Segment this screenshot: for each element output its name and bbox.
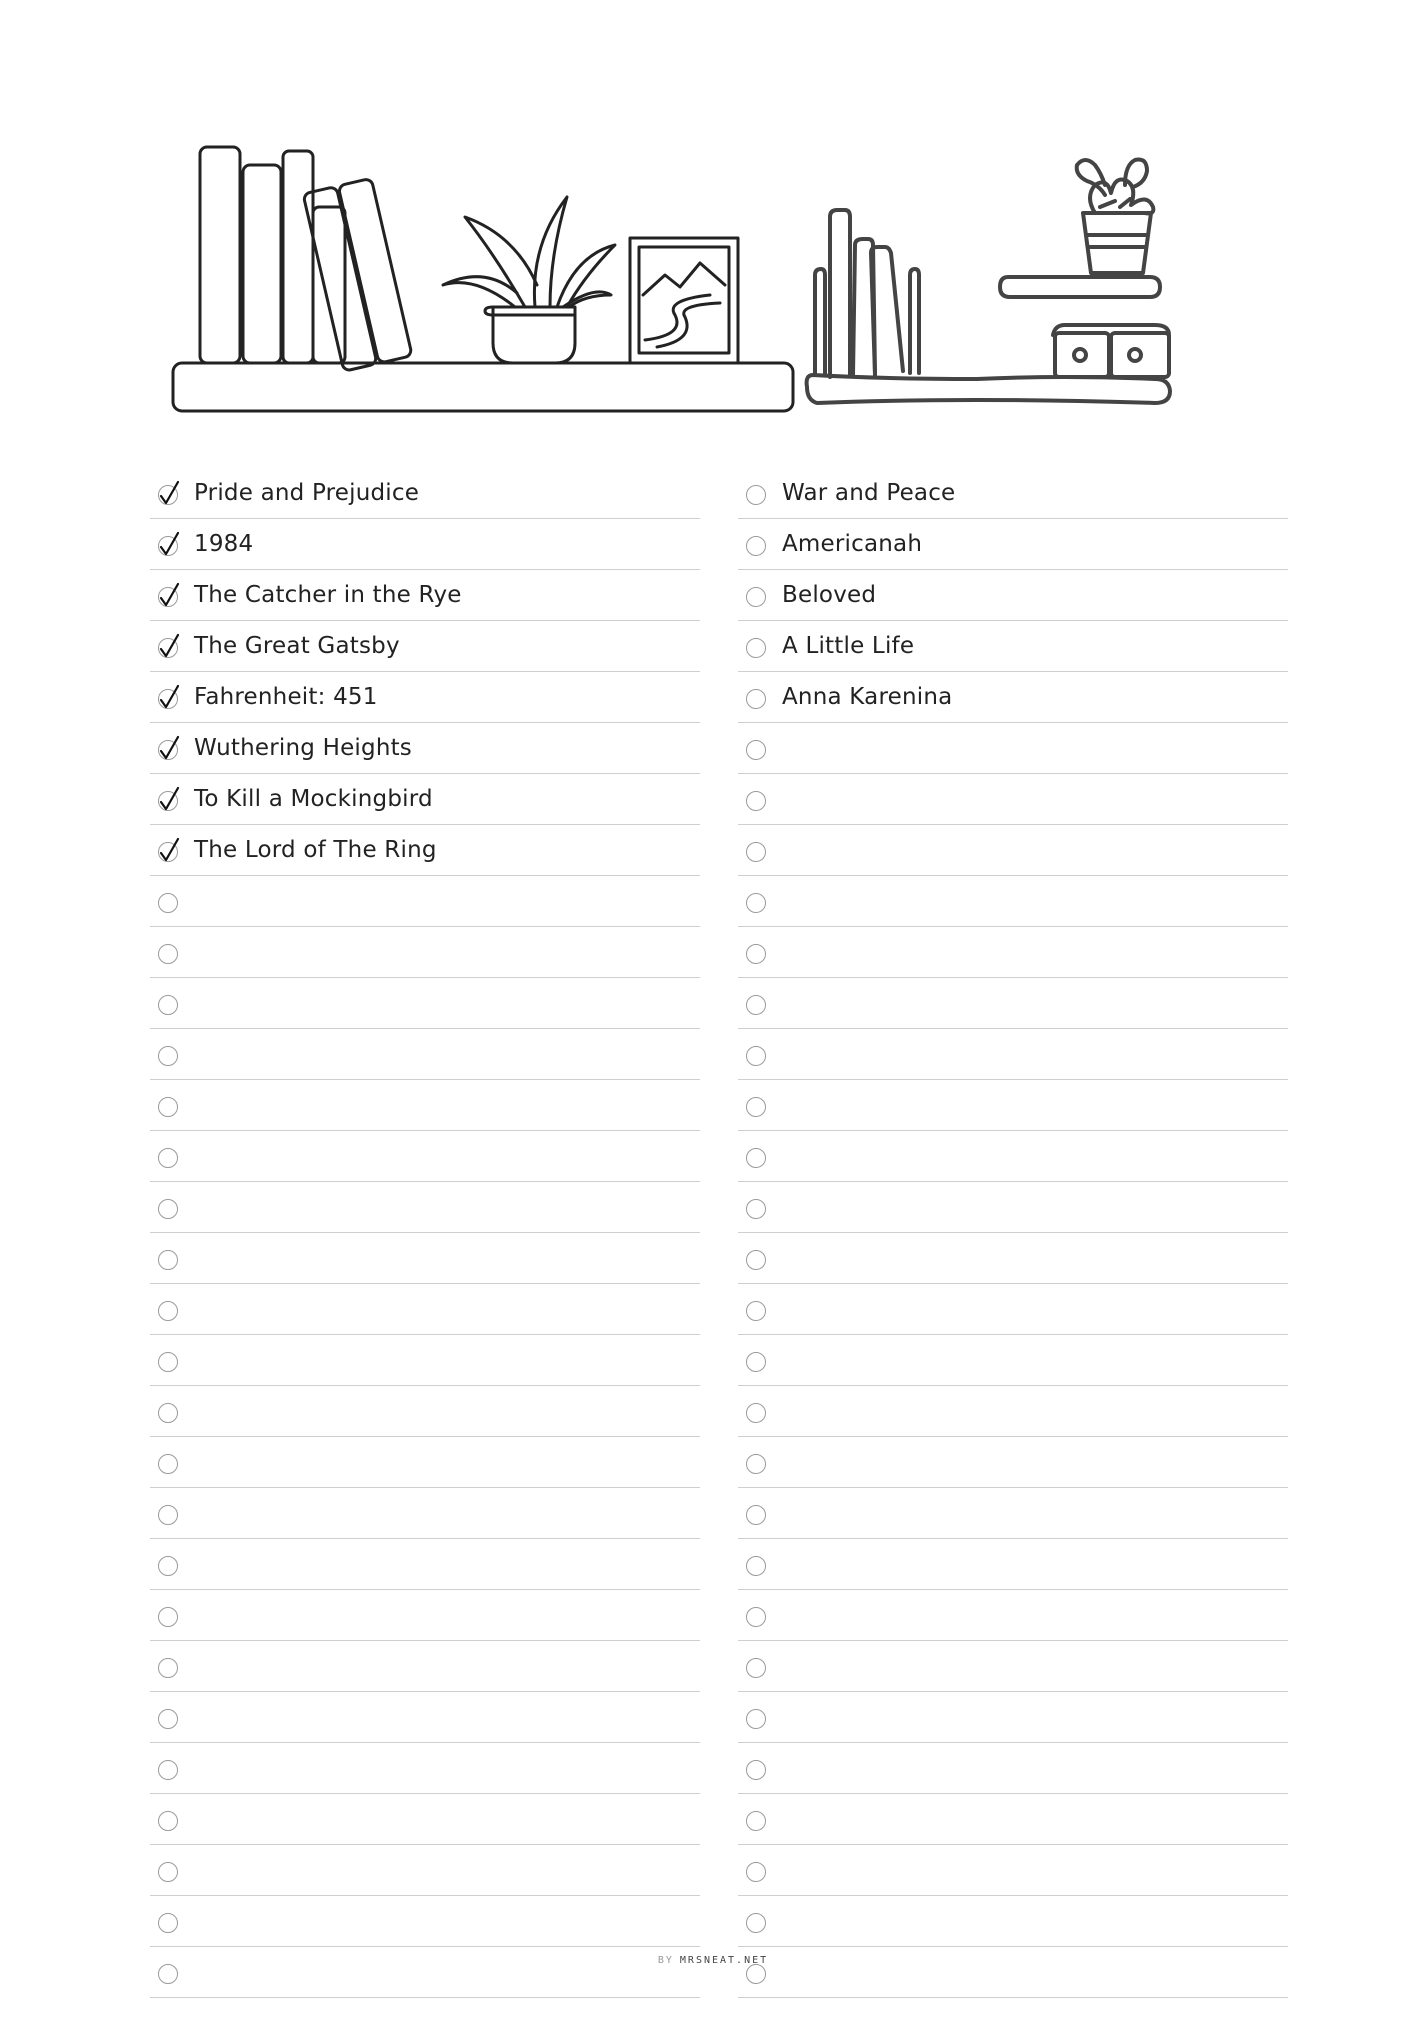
list-item[interactable] <box>738 1743 1288 1794</box>
list-item[interactable] <box>150 1131 700 1182</box>
list-item[interactable] <box>738 1794 1288 1845</box>
book <box>830 210 850 377</box>
list-item[interactable] <box>738 1131 1288 1182</box>
empty-circle-icon[interactable] <box>746 1505 766 1525</box>
empty-circle-icon[interactable] <box>158 1913 178 1933</box>
list-item[interactable] <box>738 672 1288 723</box>
list-item[interactable] <box>738 1284 1288 1335</box>
book-title[interactable]: To Kill a Mockingbird <box>194 786 433 812</box>
list-item[interactable] <box>150 1437 700 1488</box>
list-item[interactable] <box>150 1794 700 1845</box>
empty-circle-icon[interactable] <box>158 1148 178 1168</box>
list-item[interactable] <box>150 876 700 927</box>
empty-circle-icon[interactable] <box>158 1709 178 1729</box>
list-item[interactable] <box>150 1386 700 1437</box>
book-title[interactable]: The Catcher in the Rye <box>194 582 462 608</box>
list-item[interactable] <box>150 1845 700 1896</box>
empty-circle-icon[interactable] <box>746 1046 766 1066</box>
book-title[interactable]: War and Peace <box>782 480 956 506</box>
empty-circle-icon[interactable] <box>746 536 766 556</box>
checked-circle-icon[interactable] <box>158 842 178 862</box>
list-item[interactable] <box>150 1233 700 1284</box>
empty-circle-icon[interactable] <box>746 1964 766 1984</box>
list-item[interactable] <box>738 1692 1288 1743</box>
list-item[interactable] <box>150 1488 700 1539</box>
list-item[interactable] <box>150 723 700 774</box>
list-item[interactable] <box>738 723 1288 774</box>
empty-circle-icon[interactable] <box>158 1964 178 1984</box>
empty-circle-icon[interactable] <box>746 1607 766 1627</box>
empty-circle-icon[interactable] <box>746 1454 766 1474</box>
list-item[interactable] <box>738 1590 1288 1641</box>
empty-circle-icon[interactable] <box>746 1301 766 1321</box>
upper-shelf <box>1000 277 1160 297</box>
checked-circle-icon[interactable] <box>158 638 178 658</box>
list-item[interactable] <box>150 1590 700 1641</box>
empty-circle-icon[interactable] <box>158 1862 178 1882</box>
box <box>1055 333 1109 377</box>
book-title[interactable]: The Lord of The Ring <box>194 837 437 863</box>
empty-circle-icon[interactable] <box>158 1454 178 1474</box>
list-item[interactable] <box>738 1029 1288 1080</box>
empty-circle-icon[interactable] <box>746 995 766 1015</box>
empty-circle-icon[interactable] <box>746 587 766 607</box>
list-item[interactable] <box>150 672 700 723</box>
list-item[interactable] <box>738 1488 1288 1539</box>
empty-circle-icon[interactable] <box>158 995 178 1015</box>
empty-circle-icon[interactable] <box>746 1709 766 1729</box>
empty-circle-icon[interactable] <box>746 1250 766 1270</box>
list-item[interactable] <box>738 1437 1288 1488</box>
empty-circle-icon[interactable] <box>158 1352 178 1372</box>
empty-circle-icon[interactable] <box>158 1607 178 1627</box>
book-title[interactable]: The Great Gatsby <box>194 633 400 659</box>
empty-circle-icon[interactable] <box>158 1046 178 1066</box>
list-item[interactable] <box>150 468 700 519</box>
book-title[interactable]: A Little Life <box>782 633 915 659</box>
list-item[interactable] <box>150 1539 700 1590</box>
book <box>283 151 313 363</box>
list-item[interactable] <box>738 1233 1288 1284</box>
list-item[interactable] <box>738 1539 1288 1590</box>
list-item[interactable] <box>738 468 1288 519</box>
empty-circle-icon[interactable] <box>158 1097 178 1117</box>
list-item[interactable] <box>150 1692 700 1743</box>
book-title[interactable]: Wuthering Heights <box>194 735 412 761</box>
list-item[interactable] <box>150 774 700 825</box>
empty-circle-icon[interactable] <box>158 944 178 964</box>
book <box>815 269 825 375</box>
empty-circle-icon[interactable] <box>158 1250 178 1270</box>
checked-circle-icon[interactable] <box>158 485 178 505</box>
checked-circle-icon[interactable] <box>158 536 178 556</box>
list-item[interactable] <box>150 927 700 978</box>
list-item[interactable] <box>150 978 700 1029</box>
book <box>910 269 919 373</box>
empty-circle-icon[interactable] <box>158 1811 178 1831</box>
empty-circle-icon[interactable] <box>746 1811 766 1831</box>
empty-circle-icon[interactable] <box>746 485 766 505</box>
list-item[interactable] <box>738 1845 1288 1896</box>
book-title[interactable]: Fahrenheit: 451 <box>194 684 378 710</box>
empty-circle-icon[interactable] <box>158 1556 178 1576</box>
right-shelf <box>807 375 1170 403</box>
framed-picture-icon <box>630 238 738 363</box>
empty-circle-icon[interactable] <box>746 740 766 760</box>
left-shelf <box>173 363 793 411</box>
reading-list-right <box>738 468 1288 1998</box>
book <box>338 178 412 363</box>
list-item[interactable] <box>150 1896 700 1947</box>
checked-circle-icon[interactable] <box>158 791 178 811</box>
list-item[interactable] <box>738 1386 1288 1437</box>
book-title[interactable]: Americanah <box>782 531 923 557</box>
list-item[interactable] <box>738 1641 1288 1692</box>
list-item[interactable] <box>150 1284 700 1335</box>
empty-circle-icon[interactable] <box>158 1403 178 1423</box>
list-item[interactable] <box>150 1182 700 1233</box>
list-item[interactable] <box>738 876 1288 927</box>
empty-circle-icon[interactable] <box>158 1760 178 1780</box>
list-item[interactable] <box>738 570 1288 621</box>
empty-circle-icon[interactable] <box>746 1097 766 1117</box>
list-item[interactable] <box>150 621 700 672</box>
list-item[interactable] <box>150 1080 700 1131</box>
cactus-pot-icon <box>1077 159 1154 273</box>
list-item[interactable] <box>738 774 1288 825</box>
empty-circle-icon[interactable] <box>158 1199 178 1219</box>
empty-circle-icon[interactable] <box>158 1301 178 1321</box>
list-item[interactable] <box>738 1182 1288 1233</box>
reading-list-left <box>150 468 700 1998</box>
list-item[interactable] <box>738 1896 1288 1947</box>
book-title[interactable]: Anna Karenina <box>782 684 953 710</box>
list-item[interactable] <box>738 519 1288 570</box>
empty-circle-icon[interactable] <box>746 1148 766 1168</box>
empty-circle-icon[interactable] <box>746 1913 766 1933</box>
empty-circle-icon[interactable] <box>746 944 766 964</box>
empty-circle-icon[interactable] <box>746 1556 766 1576</box>
book-title[interactable]: 1984 <box>194 531 254 557</box>
footer <box>0 1955 1426 1966</box>
empty-circle-icon[interactable] <box>746 842 766 862</box>
checked-circle-icon[interactable] <box>158 587 178 607</box>
list-item[interactable] <box>738 621 1288 672</box>
book <box>313 207 345 363</box>
list-item[interactable] <box>150 570 700 621</box>
list-item[interactable] <box>738 978 1288 1029</box>
list-item[interactable] <box>738 927 1288 978</box>
book <box>200 147 240 363</box>
empty-circle-icon[interactable] <box>746 1199 766 1219</box>
list-item[interactable] <box>150 519 700 570</box>
book-title[interactable]: Pride and Prejudice <box>194 480 420 506</box>
footer-brand: MRSNEAT.NET <box>679 1955 769 1966</box>
checked-circle-icon[interactable] <box>158 740 178 760</box>
empty-circle-icon[interactable] <box>746 1403 766 1423</box>
list-item[interactable] <box>150 1743 700 1794</box>
empty-circle-icon[interactable] <box>746 1760 766 1780</box>
list-item[interactable] <box>150 1641 700 1692</box>
list-item[interactable] <box>738 825 1288 876</box>
book-title[interactable]: Beloved <box>782 582 877 608</box>
empty-circle-icon[interactable] <box>158 1505 178 1525</box>
empty-circle-icon[interactable] <box>746 689 766 709</box>
list-item[interactable] <box>738 1080 1288 1131</box>
empty-circle-icon[interactable] <box>746 791 766 811</box>
empty-circle-icon[interactable] <box>746 1862 766 1882</box>
checked-circle-icon[interactable] <box>158 689 178 709</box>
bookshelf-illustration <box>165 135 1285 425</box>
list-item[interactable] <box>150 825 700 876</box>
potted-plant-icon <box>443 197 615 363</box>
list-item[interactable] <box>150 1335 700 1386</box>
empty-circle-icon[interactable] <box>158 1658 178 1678</box>
list-item[interactable] <box>738 1335 1288 1386</box>
empty-circle-icon[interactable] <box>746 1352 766 1372</box>
footer-by: BY <box>657 1955 674 1966</box>
empty-circle-icon[interactable] <box>158 893 178 913</box>
list-item[interactable] <box>150 1029 700 1080</box>
empty-circle-icon[interactable] <box>746 893 766 913</box>
empty-circle-icon[interactable] <box>746 1658 766 1678</box>
book <box>243 165 281 363</box>
empty-circle-icon[interactable] <box>746 638 766 658</box>
